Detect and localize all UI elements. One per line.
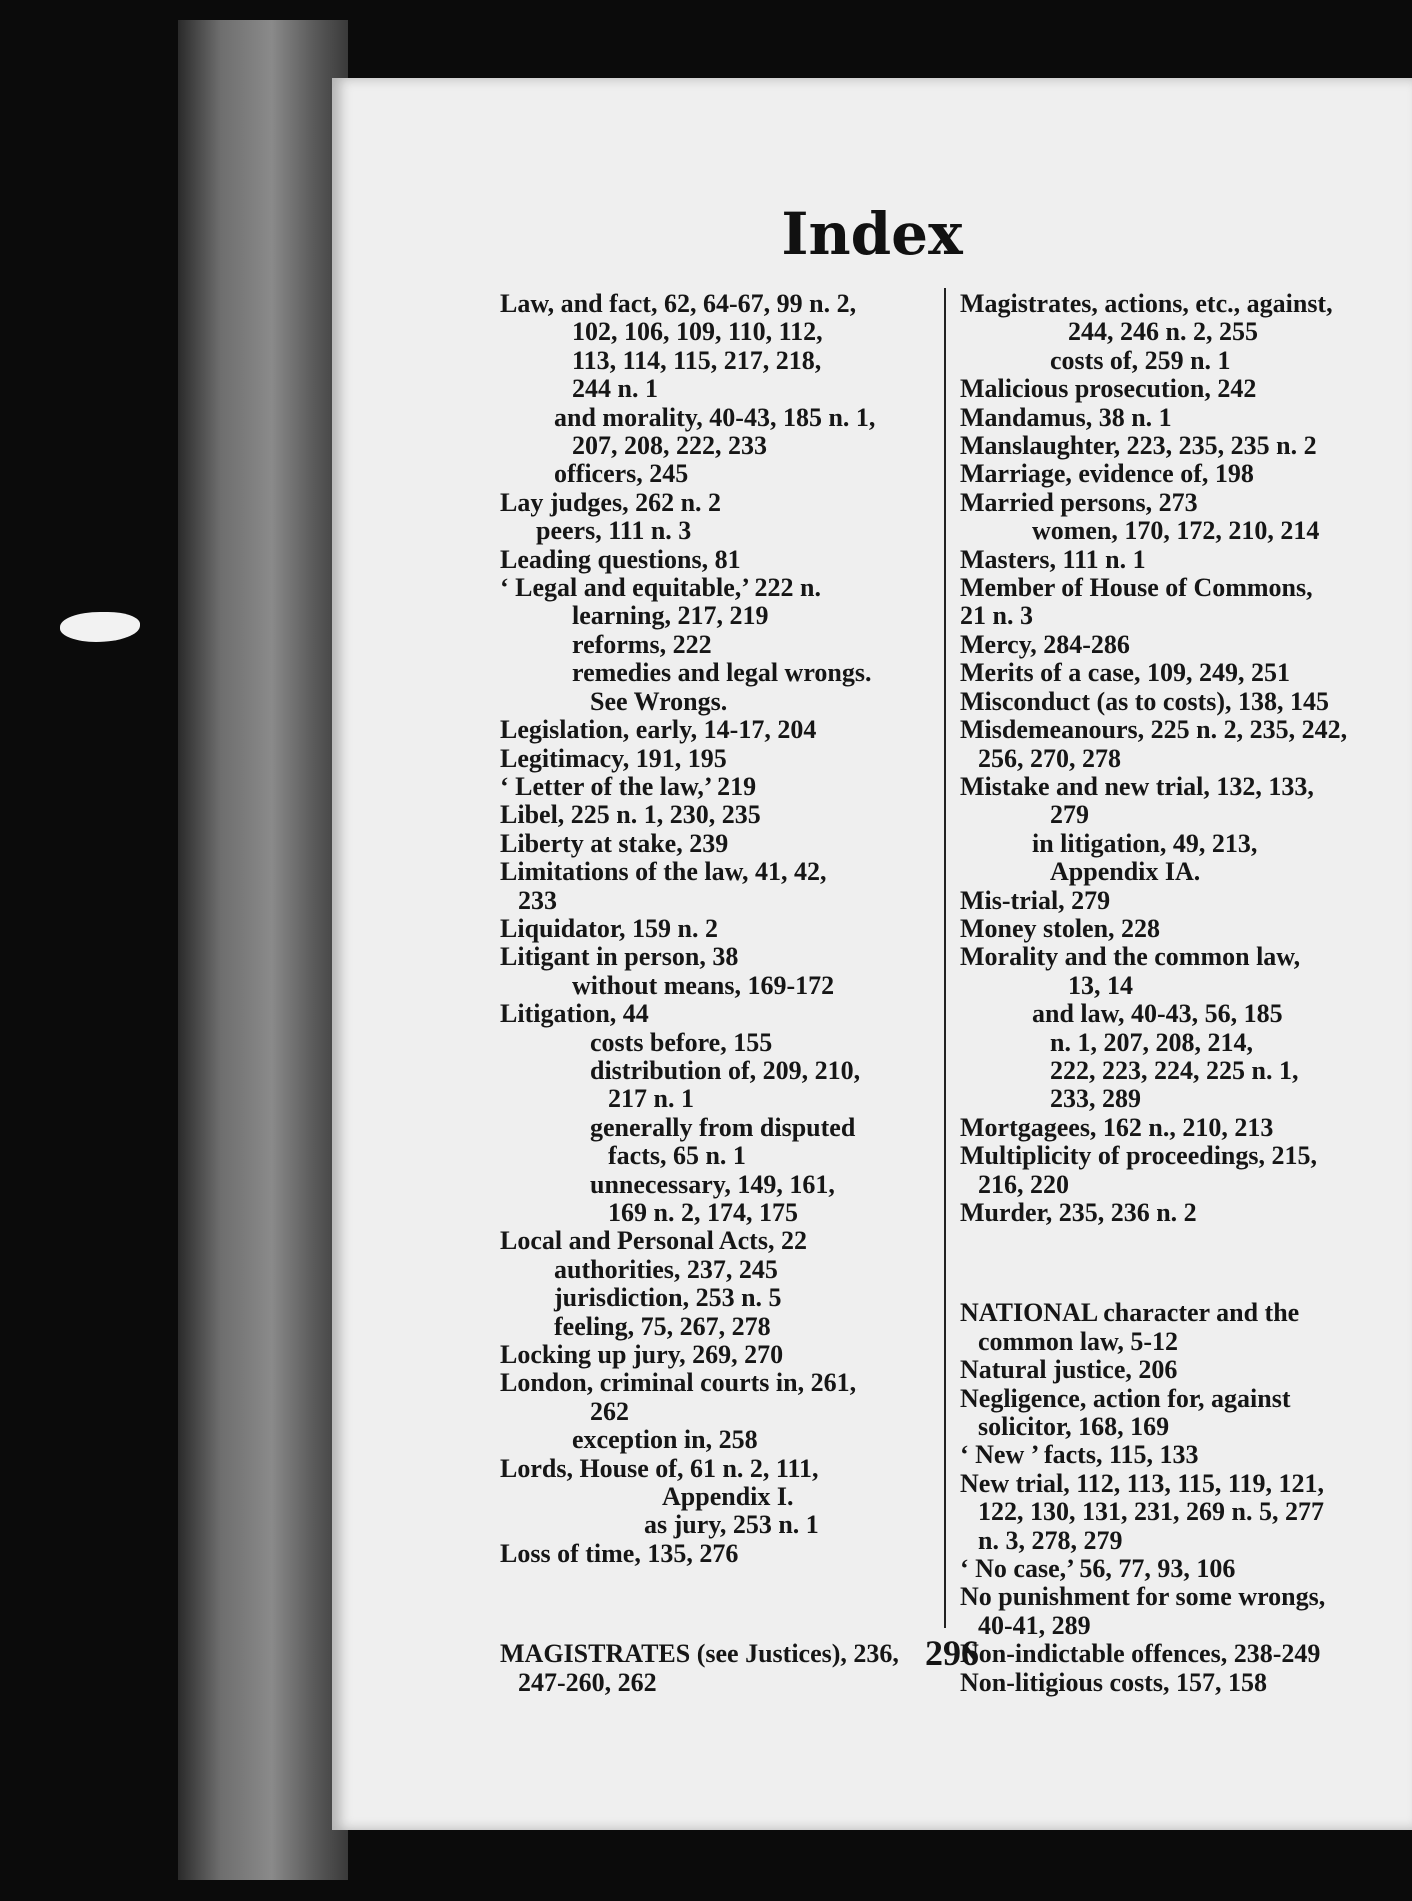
index-entry: as jury, 253 n. 1 (644, 1510, 819, 1540)
index-entry: and law, 40-43, 56, 185 (1032, 999, 1283, 1029)
index-entry: Non-indictable offences, 238-249 (960, 1639, 1321, 1669)
index-entry: 13, 14 (1068, 970, 1133, 1000)
index-entry: Married persons, 273 (960, 487, 1198, 517)
index-entry: Money stolen, 228 (960, 913, 1161, 943)
index-entry: jurisdiction, 253 n. 5 (554, 1283, 782, 1313)
index-entry: ‘ No case,’ 56, 77, 93, 106 (960, 1554, 1236, 1584)
index-entry: 122, 130, 131, 231, 269 n. 5, 277 (978, 1497, 1324, 1527)
index-entry: NATIONAL character and the (960, 1298, 1300, 1328)
index-entry: 169 n. 2, 174, 175 (608, 1198, 798, 1227)
paper-scrap (60, 612, 140, 642)
page-title: Index (781, 200, 963, 268)
index-entry: ‘ Letter of the law,’ 219 (500, 771, 757, 801)
index-entry: Multiplicity of proceedings, 215, (960, 1141, 1318, 1171)
index-entry: and morality, 40-43, 185 n. 1, (554, 402, 876, 432)
index-entry: 207, 208, 222, 233 (572, 431, 767, 461)
index-entry: feeling, 75, 267, 278 (554, 1311, 771, 1341)
index-entry: in litigation, 49, 213, (1032, 828, 1258, 858)
index-entry: London, criminal courts in, 261, (500, 1368, 857, 1398)
index-entry: Misconduct (as to costs), 138, 145 (960, 686, 1330, 716)
index-entry: generally from disputed (590, 1112, 856, 1142)
index-entry: 233 (518, 885, 557, 915)
index-column-right (960, 290, 1395, 1697)
index-entry: 244, 246 n. 2, 255 (1068, 317, 1258, 347)
index-entry: Legislation, early, 14-17, 204 (500, 715, 817, 745)
index-entry: exception in, 258 (572, 1425, 758, 1455)
index-entry: Member of House of Commons, (960, 573, 1313, 603)
index-entry: 279 (1050, 800, 1089, 830)
index-entry: Mandamus, 38 n. 1 (960, 402, 1172, 432)
index-entry: Marriage, evidence of, 198 (960, 459, 1254, 489)
index-entry: Liquidator, 159 n. 2 (500, 913, 718, 943)
index-entry: peers, 111 n. 3 (536, 516, 692, 546)
index-entry: 262 (590, 1396, 629, 1426)
index-entry: MAGISTRATES (see Justices), 236, (500, 1639, 899, 1669)
index-entry: 21 n. 3 (960, 601, 1033, 631)
index-entry: Mortgagees, 162 n., 210, 213 (960, 1112, 1274, 1142)
index-entry: Magistrates, actions, etc., against, (960, 289, 1333, 318)
index-entry: Libel, 225 n. 1, 230, 235 (500, 800, 761, 830)
section-gap (960, 1227, 1395, 1299)
index-entry: 216, 220 (978, 1169, 1069, 1199)
index-entry: See Wrongs. (590, 686, 728, 716)
index-entry: n. 1, 207, 208, 214, (1050, 1027, 1253, 1057)
index-entry: common law, 5-12 (978, 1326, 1179, 1356)
index-entry: costs of, 259 n. 1 (1050, 345, 1231, 375)
index-entry: 40-41, 289 (978, 1610, 1091, 1640)
index-entry: Merits of a case, 109, 249, 251 (960, 658, 1290, 688)
index-entry: Lay judges, 262 n. 2 (500, 487, 722, 517)
index-entry: remedies and legal wrongs. (572, 658, 872, 688)
index-entry: Legitimacy, 191, 195 (500, 743, 727, 773)
index-entry: women, 170, 172, 210, 214 (1032, 516, 1320, 546)
index-entry: 244 n. 1 (572, 374, 658, 404)
index-entry: Natural justice, 206 (960, 1355, 1178, 1385)
index-entry: Mercy, 284-286 (960, 629, 1130, 659)
index-entry: No punishment for some wrongs, (960, 1582, 1326, 1612)
index-entry: 247-260, 262 (518, 1667, 657, 1697)
index-entry: Murder, 235, 236 n. 2 (960, 1198, 1197, 1227)
index-column-left (500, 290, 930, 1697)
index-entry: Masters, 111 n. 1 (960, 544, 1146, 574)
index-entry: New trial, 112, 113, 115, 119, 121, (960, 1468, 1324, 1498)
index-entry: Misdemeanours, 225 n. 2, 235, 242, (960, 715, 1348, 745)
index-entry: Non-litigious costs, 157, 158 (960, 1667, 1267, 1697)
index-entry: learning, 217, 219 (572, 601, 769, 631)
index-entry: Morality and the common law, (960, 942, 1301, 972)
index-entry: without means, 169-172 (572, 970, 835, 1000)
index-entry: Locking up jury, 269, 270 (500, 1340, 784, 1370)
book-spine-edge (178, 20, 348, 1880)
index-entry: officers, 245 (554, 459, 689, 489)
index-entry: Liberty at stake, 239 (500, 828, 729, 858)
index-entry: Manslaughter, 223, 235, 235 n. 2 (960, 431, 1317, 461)
index-entry: Mistake and new trial, 132, 133, (960, 771, 1314, 801)
index-entry: 217 n. 1 (608, 1084, 694, 1114)
index-entry: Loss of time, 135, 276 (500, 1538, 739, 1568)
index-entry: Lords, House of, 61 n. 2, 111, (500, 1453, 819, 1483)
index-entry: 222, 223, 224, 225 n. 1, (1050, 1055, 1299, 1085)
index-entry: 102, 106, 109, 110, 112, (572, 317, 823, 347)
index-entry: 113, 114, 115, 217, 218, (572, 345, 822, 375)
index-entry: ‘ Legal and equitable,’ 222 n. (500, 573, 821, 603)
index-entry: distribution of, 209, 210, (590, 1055, 861, 1085)
index-entry: authorities, 237, 245 (554, 1254, 778, 1284)
column-divider (944, 288, 946, 1628)
index-entry: Malicious prosecution, 242 (960, 374, 1257, 404)
page-number: 296 (925, 1633, 979, 1673)
index-entry: n. 3, 278, 279 (978, 1525, 1123, 1555)
index-entry: solicitor, 168, 169 (978, 1412, 1170, 1442)
index-entry: Negligence, action for, against (960, 1383, 1291, 1413)
index-entry: Litigant in person, 38 (500, 942, 739, 972)
index-entry: Leading questions, 81 (500, 544, 741, 574)
index-entry: unnecessary, 149, 161, (590, 1169, 835, 1199)
index-entry: ‘ New ’ facts, 115, 133 (960, 1440, 1199, 1470)
index-entry: Law, and fact, 62, 64-67, 99 n. 2, (500, 289, 857, 318)
index-entry: reforms, 222 (572, 629, 712, 659)
index-entry: Appendix IA. (1050, 857, 1201, 887)
index-entry: costs before, 155 (590, 1027, 773, 1057)
index-entry: facts, 65 n. 1 (608, 1141, 746, 1171)
index-entry: Local and Personal Acts, 22 (500, 1226, 807, 1256)
index-entry: 233, 289 (1050, 1084, 1141, 1114)
index-entry: Litigation, 44 (500, 999, 649, 1029)
index-entry: Mis-trial, 279 (960, 885, 1111, 915)
index-entry: Limitations of the law, 41, 42, (500, 857, 827, 887)
index-entry: Appendix I. (662, 1482, 794, 1512)
index-entry: 256, 270, 278 (978, 743, 1121, 773)
section-gap (500, 1568, 930, 1640)
